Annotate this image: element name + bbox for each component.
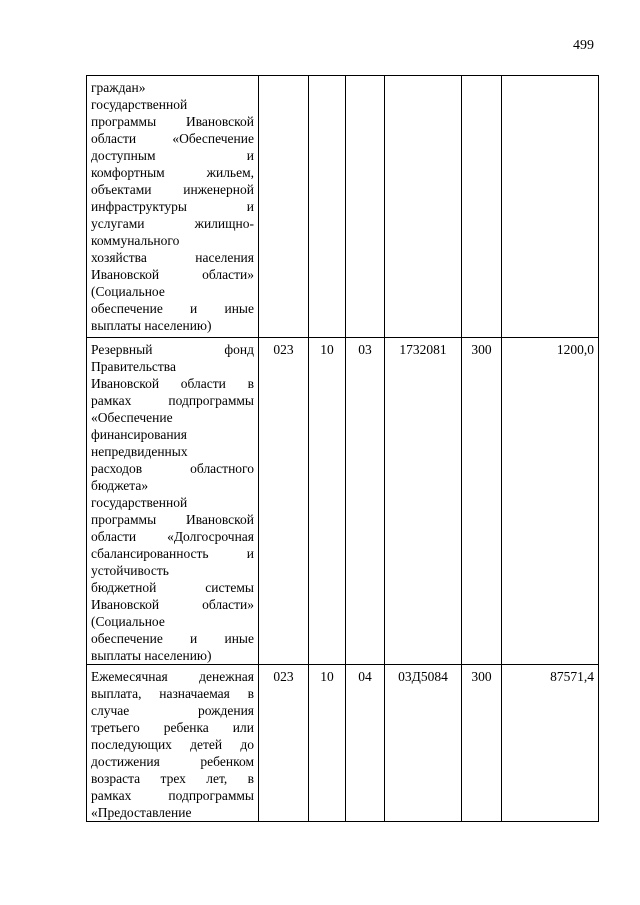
description-line: коммунального	[91, 233, 180, 248]
page-number: 499	[573, 38, 594, 53]
description-line: (Социальное	[91, 614, 165, 629]
description-line: непредвиденных	[91, 444, 188, 459]
description-line: обеспечение и иные	[91, 301, 254, 316]
amount-cell	[502, 76, 599, 338]
description-line: Ежемесячная денежная	[91, 669, 254, 684]
expense-type-cell: 300	[462, 665, 502, 822]
description-line: случае рождения	[91, 703, 254, 718]
description-line: программы Ивановской	[91, 114, 254, 129]
admin-code-cell: 023	[259, 338, 309, 665]
section-cell: 10	[309, 338, 346, 665]
description-line: (Социальное	[91, 284, 165, 299]
description-line: Правительства	[91, 359, 176, 374]
subsection-cell: 04	[346, 665, 385, 822]
target-article-cell: 03Д5084	[385, 665, 462, 822]
subsection-cell: 03	[346, 338, 385, 665]
description-line: расходов областного	[91, 461, 254, 476]
description-line: возраста трех лет, в	[91, 771, 254, 786]
description-line: рамках подпрограммы	[91, 788, 254, 803]
table-row	[87, 338, 599, 665]
description-line: третьего ребенка или	[91, 720, 254, 735]
description-line: «Предоставление	[91, 805, 192, 820]
description-line: объектами инженерной	[91, 182, 254, 197]
description-line: доступным и	[91, 148, 254, 163]
description-line: бюджетной системы	[91, 580, 254, 595]
description-line: устойчивость	[91, 563, 169, 578]
description-line: выплата, назначаемая в	[91, 686, 254, 701]
row-description	[87, 76, 259, 338]
admin-code-cell	[259, 76, 309, 338]
description-line: Резервный фонд	[91, 342, 254, 357]
row-description	[87, 665, 259, 822]
description-line: государственной	[91, 495, 188, 510]
table-row	[87, 76, 599, 338]
subsection-cell	[346, 76, 385, 338]
description-line: государственной	[91, 97, 188, 112]
table-row	[87, 665, 599, 822]
admin-code-cell: 023	[259, 665, 309, 822]
section-cell: 10	[309, 665, 346, 822]
description-line: хозяйства населения	[91, 250, 254, 265]
amount-cell: 87571,4	[502, 665, 599, 822]
description-line: обеспечение и иные	[91, 631, 254, 646]
description-line: области «Долгосрочная	[91, 529, 254, 544]
description-line: выплаты населению)	[91, 318, 212, 333]
description-line: услугами жилищно-	[91, 216, 254, 231]
amount-cell: 1200,0	[502, 338, 599, 665]
description-line: последующих детей до	[91, 737, 254, 752]
description-line: Ивановской области в	[91, 376, 254, 391]
description-line: сбалансированность и	[91, 546, 254, 561]
description-line: рамках подпрограммы	[91, 393, 254, 408]
description-line: комфортным жильем,	[91, 165, 254, 180]
description-line: программы Ивановской	[91, 512, 254, 527]
description-line: выплаты населению)	[91, 648, 212, 663]
description-line: «Обеспечение	[91, 410, 173, 425]
target-article-cell	[385, 76, 462, 338]
description-line: инфраструктуры и	[91, 199, 254, 214]
description-line: граждан»	[91, 80, 146, 95]
description-line: бюджета»	[91, 478, 149, 493]
target-article-cell: 1732081	[385, 338, 462, 665]
description-line: финансирования	[91, 427, 187, 442]
description-line: достижения ребенком	[91, 754, 254, 769]
expense-type-cell: 300	[462, 338, 502, 665]
budget-table	[86, 75, 599, 822]
description-line: Ивановской области»	[91, 267, 254, 282]
section-cell	[309, 76, 346, 338]
row-description	[87, 338, 259, 665]
description-line: области «Обеспечение	[91, 131, 254, 146]
description-line: Ивановской области»	[91, 597, 254, 612]
expense-type-cell	[462, 76, 502, 338]
